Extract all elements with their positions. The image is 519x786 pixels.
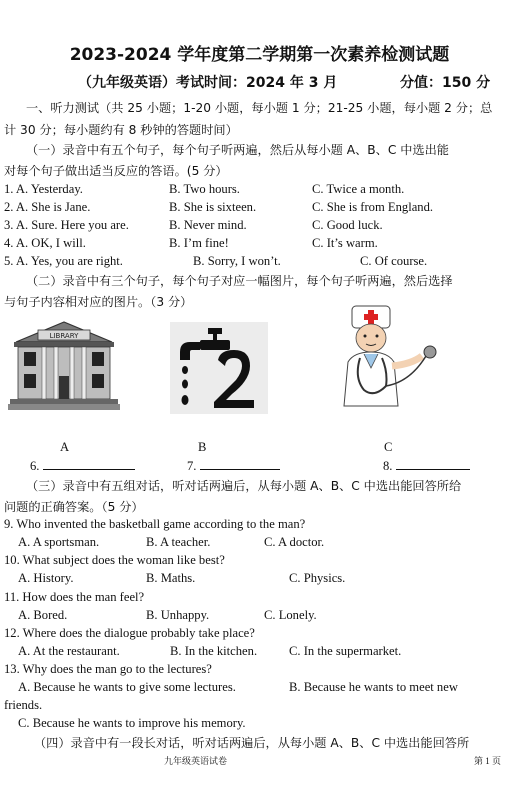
section-heading-line2: 计 30 分；每小题约有 8 秒钟的答题时间） <box>4 123 238 137</box>
q5-option-b: B. Sorry, I won’t. <box>193 254 281 268</box>
part2-intro-line1: （二）录音中有三个句子，每个句子对应一幅图片，每个句子听两遍，然后选择 <box>26 274 453 288</box>
q13-option-a: A. Because he wants to give some lectures. <box>18 680 236 694</box>
blank-line <box>200 458 280 470</box>
q12-option-c: C. In the supermarket. <box>289 644 402 658</box>
q4-option-b: B. I’m fine! <box>169 236 229 250</box>
blank-number-8: 8. <box>383 459 393 473</box>
exam-subtitle: （九年级英语）考试时间：2024 年 3 月 <box>78 75 338 91</box>
q4-option-a: 4. A. OK, I will. <box>4 236 86 250</box>
blank-number-6: 6. <box>30 459 40 473</box>
q12-option-a: A. At the restaurant. <box>18 644 120 658</box>
q11-question: 11. How does the man feel? <box>4 590 145 604</box>
q2-option-a: 2. A. She is Jane. <box>4 200 91 214</box>
part2-intro-line2: 与句子内容相对应的图片。（3 分） <box>4 295 193 309</box>
q10-option-b: B. Maths. <box>146 571 196 585</box>
section-heading-line1: 一、听力测试（共 25 小题；1-20 小题，每小题 1 分；21-25 小题，每小题 2 分；总 <box>26 101 493 115</box>
answer-blank-7[interactable] <box>187 458 280 474</box>
doctor-picture <box>330 302 440 410</box>
q13-option-b-line1: B. Because he wants to meet new <box>289 680 458 694</box>
answer-blank-6[interactable] <box>30 458 135 474</box>
dripping-tap-picture <box>170 322 268 414</box>
q10-question: 10. What subject does the woman like best? <box>4 553 225 567</box>
q4-option-c: C. It’s warm. <box>312 236 378 250</box>
q3-option-b: B. Never mind. <box>169 218 247 232</box>
q3-option-c: C. Good luck. <box>312 218 383 232</box>
q11-option-a: A. Bored. <box>18 608 68 622</box>
exam-score: 分值：150 分 <box>400 75 491 91</box>
part4-intro-line1: （四）录音中有一段长对话，听对话两遍后，从每小题 A、B、C 中选出能回答所 <box>34 736 470 750</box>
part3-intro-line2: 问题的正确答案。（5 分） <box>4 500 144 514</box>
q1-option-a: 1. A. Yesterday. <box>4 182 83 196</box>
q13-question: 13. Why does the man go to the lectures? <box>4 662 212 676</box>
q9-option-a: A. A sportsman. <box>18 535 100 549</box>
q10-option-c: C. Physics. <box>289 571 346 585</box>
library-picture <box>8 318 120 412</box>
q2-option-c: C. She is from England. <box>312 200 434 214</box>
q9-question: 9. Who invented the basketball game according to the man? <box>4 517 306 531</box>
part3-intro-line1: （三）录音中有五组对话，听对话两遍后，从每小题 A、B、C 中选出能回答所给 <box>26 479 462 493</box>
q13-option-c: C. Because he wants to improve his memory. <box>18 716 246 730</box>
q11-option-b: B. Unhappy. <box>146 608 210 622</box>
blank-line <box>396 458 470 470</box>
q13-option-b-line2: friends. <box>4 698 43 712</box>
q12-question: 12. Where does the dialogue probably take place? <box>4 626 255 640</box>
blank-line <box>43 458 135 470</box>
part1-intro-line2: 对每个句子做出适当反应的答语。(5 分） <box>4 164 228 178</box>
blank-number-7: 7. <box>187 459 197 473</box>
exam-title: 2023-2024 学年度第二学期第一次素养检测试题 <box>69 45 450 65</box>
page-number: 第 1 页 <box>474 756 502 766</box>
answer-blank-8[interactable] <box>383 458 470 474</box>
q5-option-c: C. Of course. <box>360 254 428 268</box>
picture-label-a: A <box>60 440 70 454</box>
q3-option-a: 3. A. Sure. Here you are. <box>4 218 129 232</box>
q12-option-b: B. In the kitchen. <box>170 644 258 658</box>
picture-label-b: B <box>198 440 207 454</box>
library-sign-text: LIBRARY <box>49 332 79 340</box>
q1-option-c: C. Twice a month. <box>312 182 405 196</box>
q5-option-a: 5. A. Yes, you are right. <box>4 254 123 268</box>
q1-option-b: B. Two hours. <box>169 182 240 196</box>
q11-option-c: C. Lonely. <box>264 608 317 622</box>
q10-option-a: A. History. <box>18 571 74 585</box>
q9-option-b: B. A teacher. <box>146 535 211 549</box>
q2-option-b: B. She is sixteen. <box>169 200 257 214</box>
q9-option-c: C. A doctor. <box>264 535 325 549</box>
picture-label-c: C <box>384 440 393 454</box>
footer-title: 九年级英语试卷 <box>164 756 228 766</box>
part1-intro-line1: （一）录音中有五个句子，每个句子听两遍，然后从每小题 A、B、C 中选出能 <box>26 143 449 157</box>
